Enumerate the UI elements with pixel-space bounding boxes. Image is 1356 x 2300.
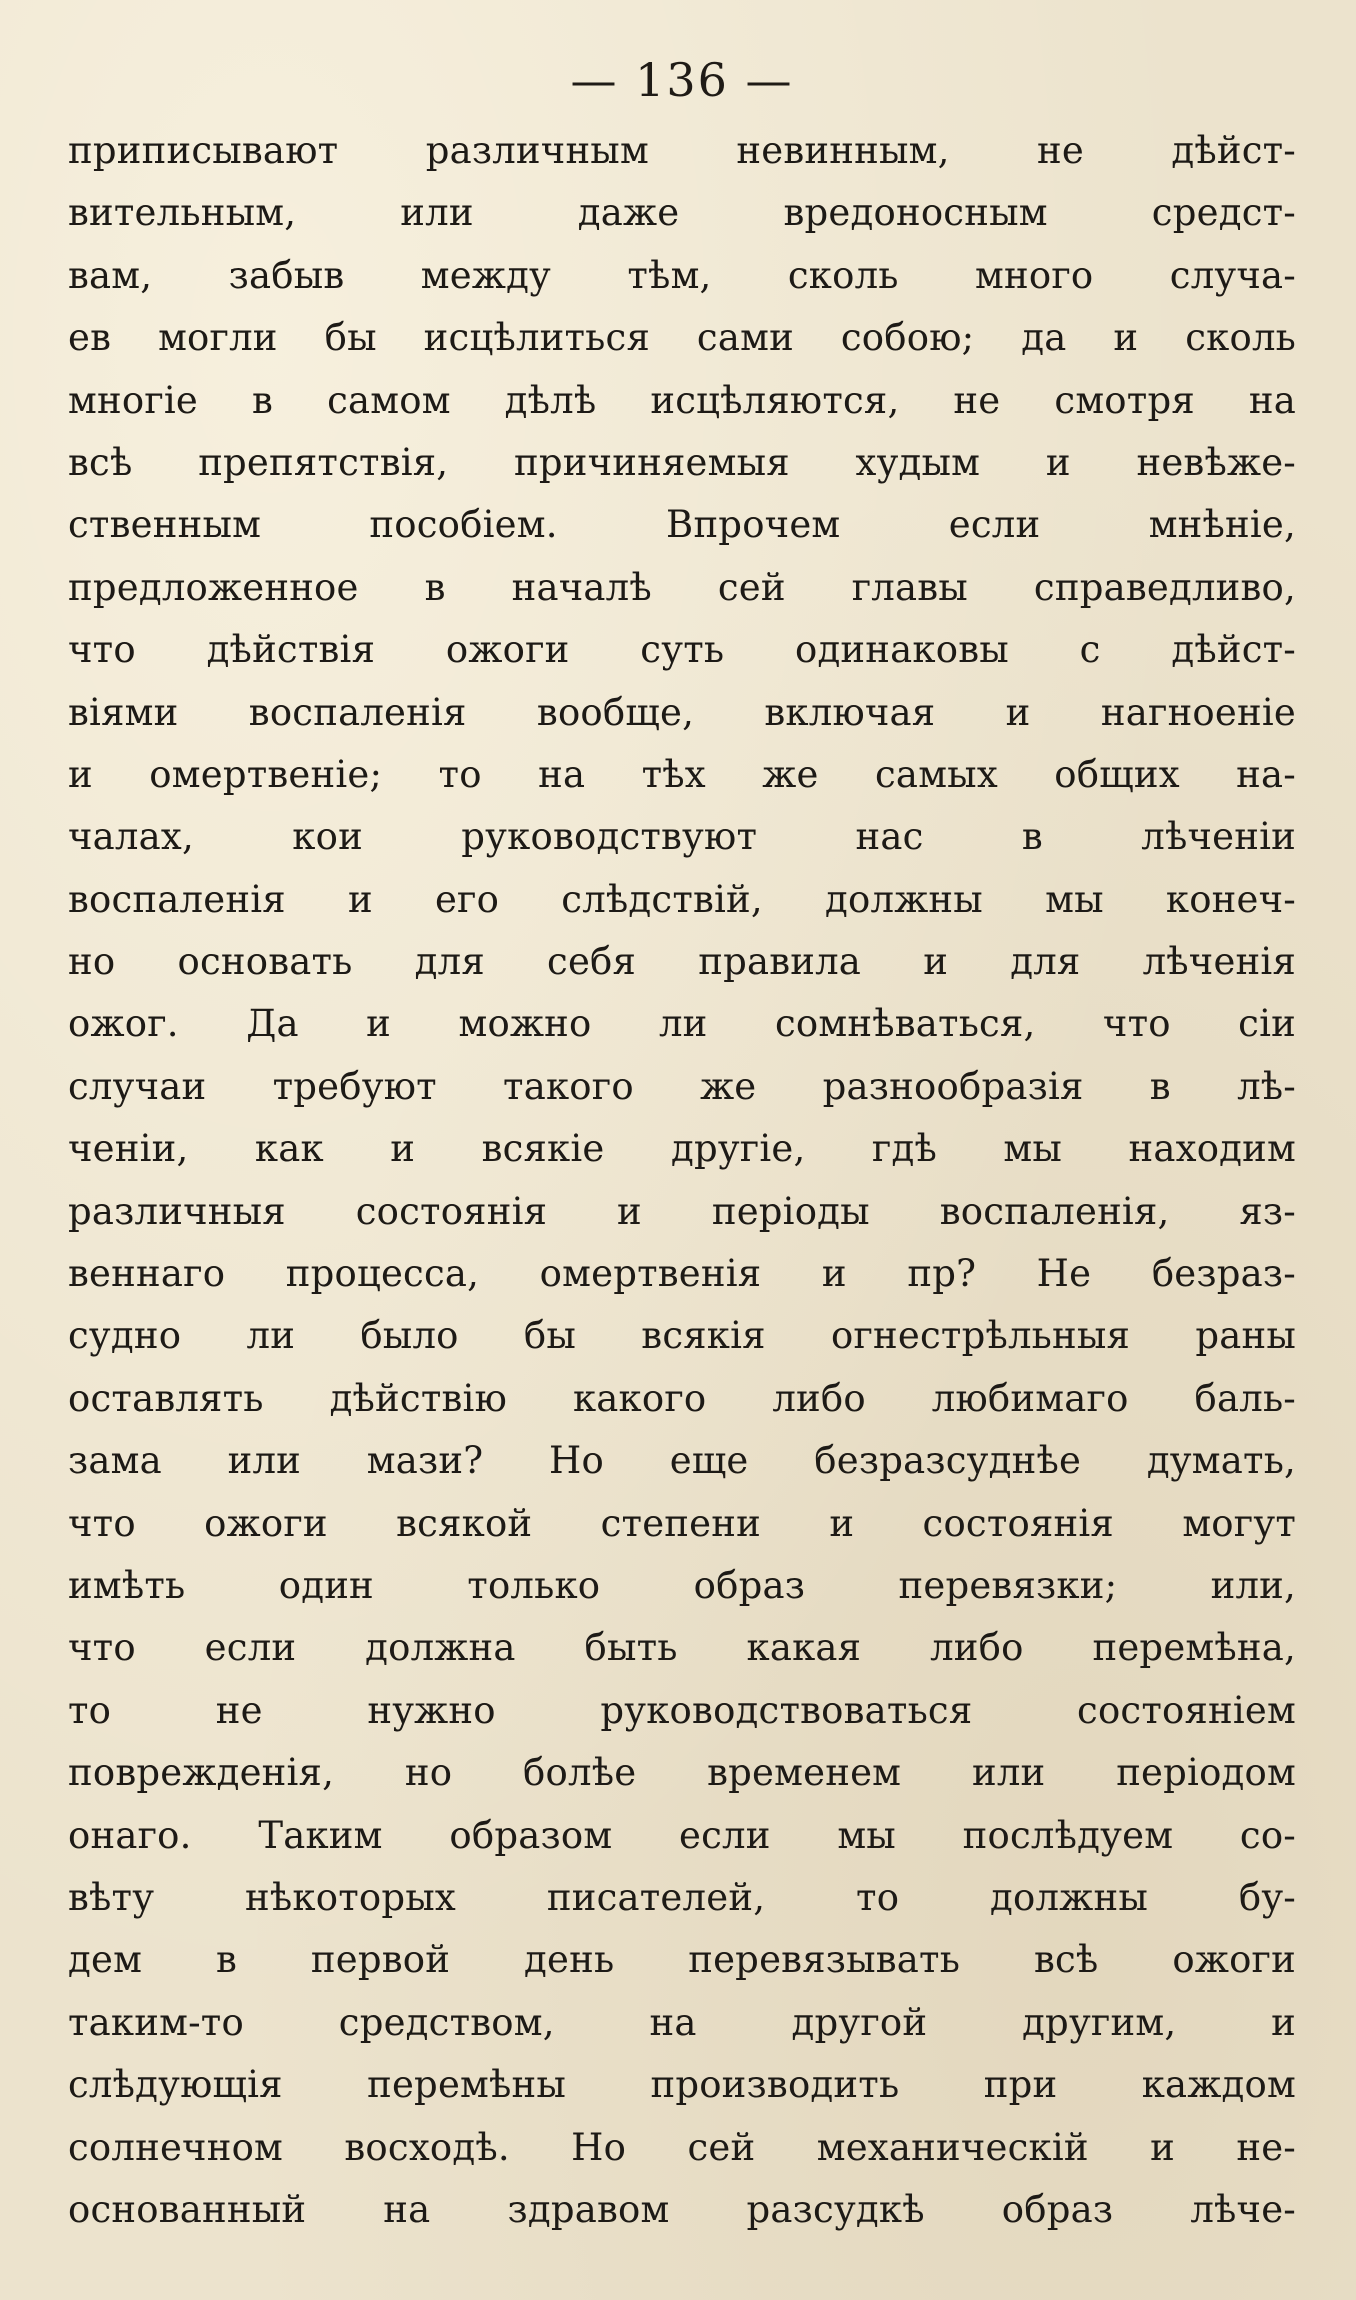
text-line: имѣть один только образ перевязки; или, [68, 1563, 1296, 1607]
text-line: онаго. Таким образом если мы послѣдуем со- [68, 1813, 1296, 1857]
text-line: что ожоги всякой степени и состоянія могут [68, 1501, 1296, 1545]
text-line: основанный на здравом разсудкѣ образ лѣче- [68, 2187, 1296, 2231]
text-line: оставлять дѣйствію какого либо любимаго баль- [68, 1376, 1296, 1420]
text-line: вѣту нѣкоторых писателей, то должны бу- [68, 1875, 1296, 1919]
text-line: таким-то средством, на другой другим, и [68, 2000, 1296, 2044]
text-line: віями воспаленія вообще, включая и нагноеніе [68, 690, 1296, 734]
text-line: что дѣйствія ожоги суть одинаковы с дѣйст- [68, 628, 1296, 672]
text-line: судно ли было бы всякія огнестрѣльныя раны [68, 1314, 1296, 1358]
text-line: поврежденія, но болѣе временем или періодом [68, 1751, 1296, 1795]
text-line: веннаго процесса, омертвенія и пр? Не безраз- [68, 1252, 1296, 1296]
text-line: воспаленія и его слѣдствій, должны мы конеч- [68, 877, 1296, 921]
text-line: предложенное в началѣ сей главы справедливо, [68, 565, 1296, 609]
text-line: слѣдующія перемѣны производить при каждом [68, 2063, 1296, 2107]
text-line: зама или мази? Но еще безразсуднѣе думать, [68, 1439, 1296, 1483]
text-line: всѣ препятствія, причиняемыя худым и невѣже- [68, 440, 1296, 484]
text-line: чалах, кои руководствуют нас в лѣченіи [68, 815, 1296, 859]
text-line: ев могли бы исцѣлиться сами собою; да и сколь [68, 316, 1296, 360]
text-line: и омертвеніе; то на тѣх же самых общих на- [68, 752, 1296, 796]
text-line: то не нужно руководствоваться состояніем [68, 1688, 1296, 1732]
text-line: вительным, или даже вредоносным средст- [68, 191, 1296, 235]
text-line: но основать для себя правила и для лѣченія [68, 940, 1296, 984]
text-line: различныя состоянія и періоды воспаленія, яз- [68, 1189, 1296, 1233]
text-line: вам, забыв между тѣм, сколь много случа- [68, 253, 1296, 297]
text-line: солнечном восходѣ. Но сей механическій и не- [68, 2125, 1296, 2169]
text-line: приписывают различным невинным, не дѣйст- [68, 129, 1296, 172]
text-line: ожог. Да и можно ли сомнѣваться, что сіи [68, 1002, 1296, 1046]
text-line: ченіи, как и всякіе другіе, гдѣ мы находим [68, 1127, 1296, 1171]
body-text [68, 120, 1296, 2241]
text-line: что если должна быть какая либо перемѣна, [68, 1626, 1296, 1670]
text-line: дем в первой день перевязывать всѣ ожоги [68, 1938, 1296, 1982]
text-line: случаи требуют такого же разнообразія в лѣ- [68, 1064, 1296, 1108]
text-line: многіе в самом дѣлѣ исцѣляются, не смотря на [68, 378, 1296, 422]
page-number: — 136 — [570, 53, 794, 107]
text-line: ственным пособіем. Впрочем если мнѣніе, [68, 503, 1296, 547]
